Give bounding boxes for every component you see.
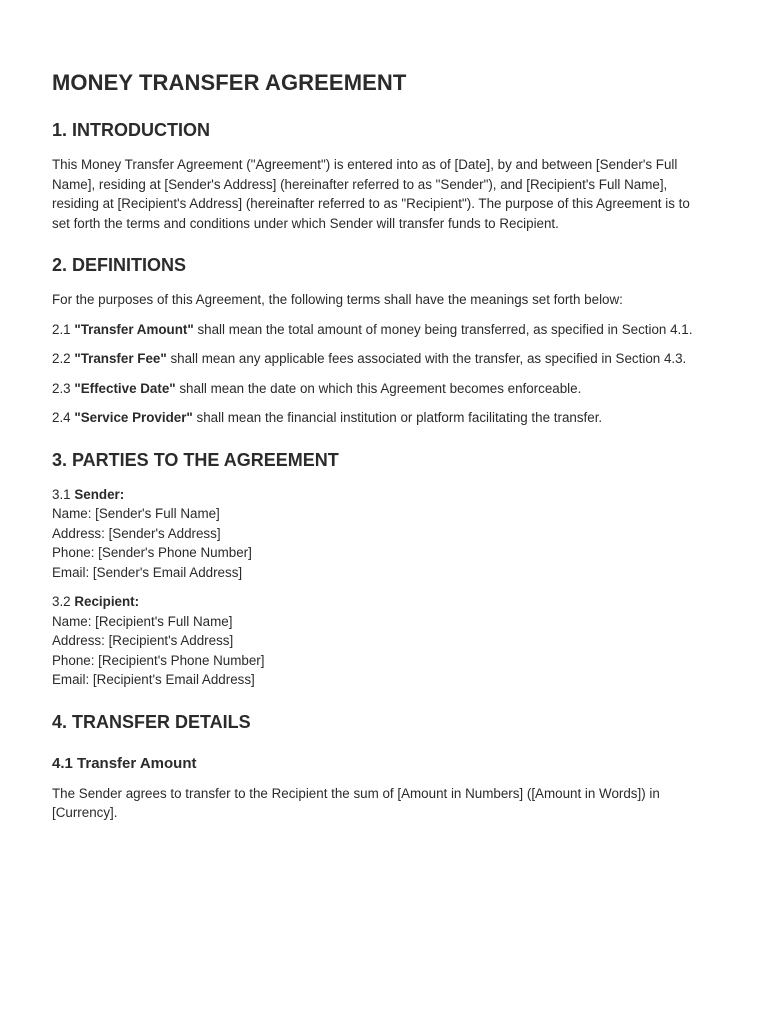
- definition-text: shall mean any applicable fees associated with the transfer, as specified in Section 4.3.: [170, 351, 687, 366]
- document-title: MONEY TRANSFER AGREEMENT: [52, 70, 407, 95]
- definition-text: shall mean the financial institution or platform facilitating the transfer.: [196, 410, 603, 425]
- sender-phone: Phone: [Sender's Phone Number]: [52, 545, 252, 560]
- recipient-label: Recipient:: [74, 594, 140, 609]
- definition-number: 2.3: [52, 380, 71, 396]
- definition-number: 2.2: [52, 351, 71, 366]
- definition-text: shall mean the total amount of money being transferred, as specified in Section 4.1.: [197, 321, 693, 337]
- definition-number: 2.4: [52, 410, 71, 425]
- transfer-amount-text: The Sender agrees to transfer to the Recipient the sum of [Amount in Numbers] ([Amount in Words]) in [Currency].: [52, 785, 660, 820]
- definition-term: "Transfer Amount": [74, 321, 194, 337]
- recipient-number: 3.2: [52, 594, 71, 609]
- definition-term: "Service Provider": [74, 410, 193, 425]
- transfer-details-heading: 4. TRANSFER DETAILS: [52, 711, 251, 732]
- recipient-email: Email: [Recipient's Email Address]: [52, 672, 255, 687]
- sender-label-line: [52, 485, 710, 505]
- section-transfer-details: [52, 712, 710, 823]
- sender-name: Name: [Sender's Full Name]: [52, 506, 220, 521]
- sender-label: Sender:: [74, 486, 125, 502]
- introduction-heading: 1. INTRODUCTION: [52, 120, 211, 140]
- recipient-label-line: [52, 592, 710, 612]
- recipient-block: [52, 592, 710, 690]
- section-introduction: [52, 120, 710, 233]
- sender-number: 3.1: [52, 486, 71, 502]
- recipient-address: Address: [Recipient's Address]: [52, 633, 234, 648]
- definitions-intro: For the purposes of this Agreement, the following terms shall have the meanings set forth below:: [52, 292, 623, 307]
- sender-address: Address: [Sender's Address]: [52, 525, 221, 541]
- sender-block: [52, 485, 710, 583]
- definition-item: [52, 320, 710, 340]
- definition-term: "Transfer Fee": [74, 351, 167, 366]
- recipient-name: Name: [Recipient's Full Name]: [52, 613, 233, 629]
- definition-number: 2.1: [52, 321, 71, 337]
- recipient-phone: Phone: [Recipient's Phone Number]: [52, 652, 265, 668]
- sender-email: Email: [Sender's Email Address]: [52, 564, 243, 580]
- introduction-paragraph: This Money Transfer Agreement ("Agreement") is entered into as of [Date], by and between [Sender's Full Name], residing at [Sender's Address] (hereinafter referred to as "Sender"), and [Recipient's Full Name], residing at [Recipient's Address] (hereinafter referred to as "Recipient"). The purpose of this Agreement is to set forth the terms and conditions under which Sender will transfer funds to Recipient.: [52, 157, 690, 231]
- definitions-heading: 2. DEFINITIONS: [52, 255, 187, 275]
- section-parties: [52, 450, 710, 690]
- definition-item: [52, 379, 710, 399]
- definition-term: "Effective Date": [74, 380, 176, 396]
- parties-heading: 3. PARTIES TO THE AGREEMENT: [52, 449, 339, 470]
- definition-text: shall mean the date on which this Agreement becomes enforceable.: [179, 380, 582, 396]
- definition-item: [52, 408, 710, 428]
- section-definitions: [52, 255, 710, 428]
- definition-item: [52, 349, 710, 369]
- transfer-amount-heading: 4.1 Transfer Amount: [52, 754, 197, 772]
